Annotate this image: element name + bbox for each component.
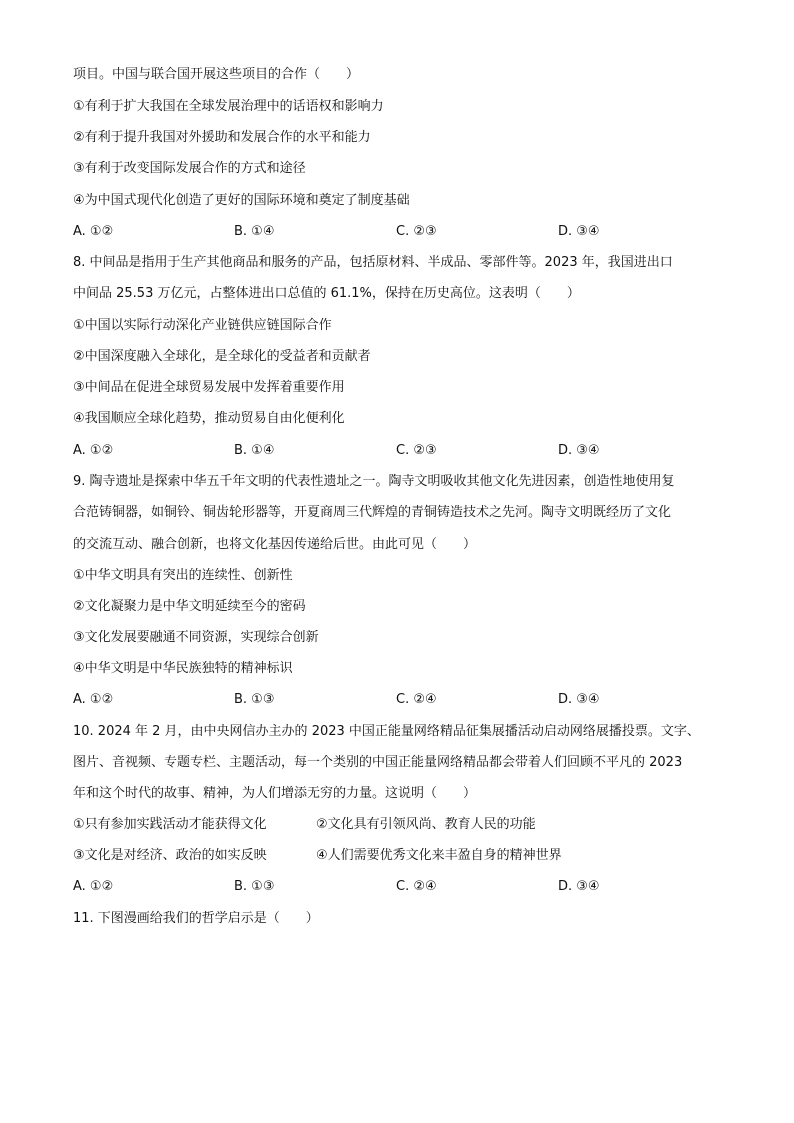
q8-option-a: A. ①②: [73, 443, 114, 458]
q9-item-1: ①中华文明具有突出的连续性、创新性: [73, 568, 293, 583]
q9-option-c: C. ②④: [396, 692, 437, 707]
q10-item-3: ③文化是对经济、政治的如实反映: [73, 848, 267, 863]
q7-option-a: A. ①②: [73, 224, 114, 239]
q10-stem-line-1: 10. 2024 年 2 月，由中央网信办主办的 2023 中国正能量网络精品征集展播活动启动网络展播投票。文字、: [73, 724, 700, 739]
q10-option-a: A. ①②: [73, 879, 114, 894]
q8-option-d: D. ③④: [558, 443, 600, 458]
q10-item-2: ②文化具有引领风尚、教育人民的功能: [316, 817, 536, 832]
q10-stem-line-3: 年和这个时代的故事、精神，为人们增添无穷的力量。这说明（ ）: [73, 786, 477, 801]
q10-stem-line-2: 图片、音视频、专题专栏、主题活动，每一个类别的中国正能量网络精品都会带着人们回顾不平凡的 2023: [73, 755, 683, 770]
q11-stem: 11. 下图漫画给我们的哲学启示是（ ）: [73, 911, 319, 926]
q8-item-2: ②中国深度融入全球化，是全球化的受益者和贡献者: [73, 349, 371, 364]
q10-item-1: ①只有参加实践活动才能获得文化: [73, 817, 267, 832]
q7-option-c: C. ②③: [396, 224, 437, 239]
q7-stem-tail: 项目。中国与联合国开展这些项目的合作（ ）: [73, 67, 360, 82]
q7-item-2: ②有利于提升我国对外援助和发展合作的水平和能力: [73, 130, 371, 145]
q7-item-1: ①有利于扩大我国在全球发展治理中的话语权和影响力: [73, 99, 384, 114]
q9-option-b: B. ①③: [234, 692, 275, 707]
q8-stem-line-1: 8. 中间品是指用于生产其他商品和服务的产品，包括原材料、半成品、零部件等。2023 年，我国进出口: [73, 255, 673, 270]
q7-item-4: ④为中国式现代化创造了更好的国际环境和奠定了制度基础: [73, 193, 410, 208]
q7-option-d: D. ③④: [558, 224, 600, 239]
q9-option-a: A. ①②: [73, 692, 114, 707]
q9-option-d: D. ③④: [558, 692, 600, 707]
q9-stem-line-1: 9. 陶寺遗址是探索中华五千年文明的代表性遗址之一。陶寺文明吸收其他文化先进因素，创造性地使用复: [73, 474, 675, 489]
q9-stem-line-2: 合范铸铜器，如铜铃、铜齿轮形器等，开夏商周三代辉煌的青铜铸造技术之先河。陶寺文明既经历了文化: [73, 505, 672, 520]
q9-item-3: ③文化发展要融通不同资源，实现综合创新: [73, 630, 319, 645]
q9-item-4: ④中华文明是中华民族独特的精神标识: [73, 661, 293, 676]
q8-option-c: C. ②③: [396, 443, 437, 458]
q7-item-3: ③有利于改变国际发展合作的方式和途径: [73, 161, 306, 176]
q8-option-b: B. ①④: [234, 443, 275, 458]
q8-item-1: ①中国以实际行动深化产业链供应链国际合作: [73, 318, 332, 333]
q7-option-b: B. ①④: [234, 224, 275, 239]
q8-item-3: ③中间品在促进全球贸易发展中发挥着重要作用: [73, 380, 345, 395]
q8-item-4: ④我国顺应全球化趋势，推动贸易自由化便利化: [73, 411, 345, 426]
q10-option-c: C. ②④: [396, 879, 437, 894]
q10-item-4: ④人们需要优秀文化来丰盈自身的精神世界: [316, 848, 562, 863]
q10-option-b: B. ①③: [234, 879, 275, 894]
q9-item-2: ②文化凝聚力是中华文明延续至今的密码: [73, 599, 306, 614]
q8-stem-line-2: 中间品 25.53 万亿元，占整体进出口总值的 61.1%，保持在历史高位。这表明（ ）: [73, 286, 580, 301]
q10-option-d: D. ③④: [558, 879, 600, 894]
q9-stem-line-3: 的交流互动、融合创新，也将文化基因传递给后世。由此可见（ ）: [73, 537, 477, 552]
